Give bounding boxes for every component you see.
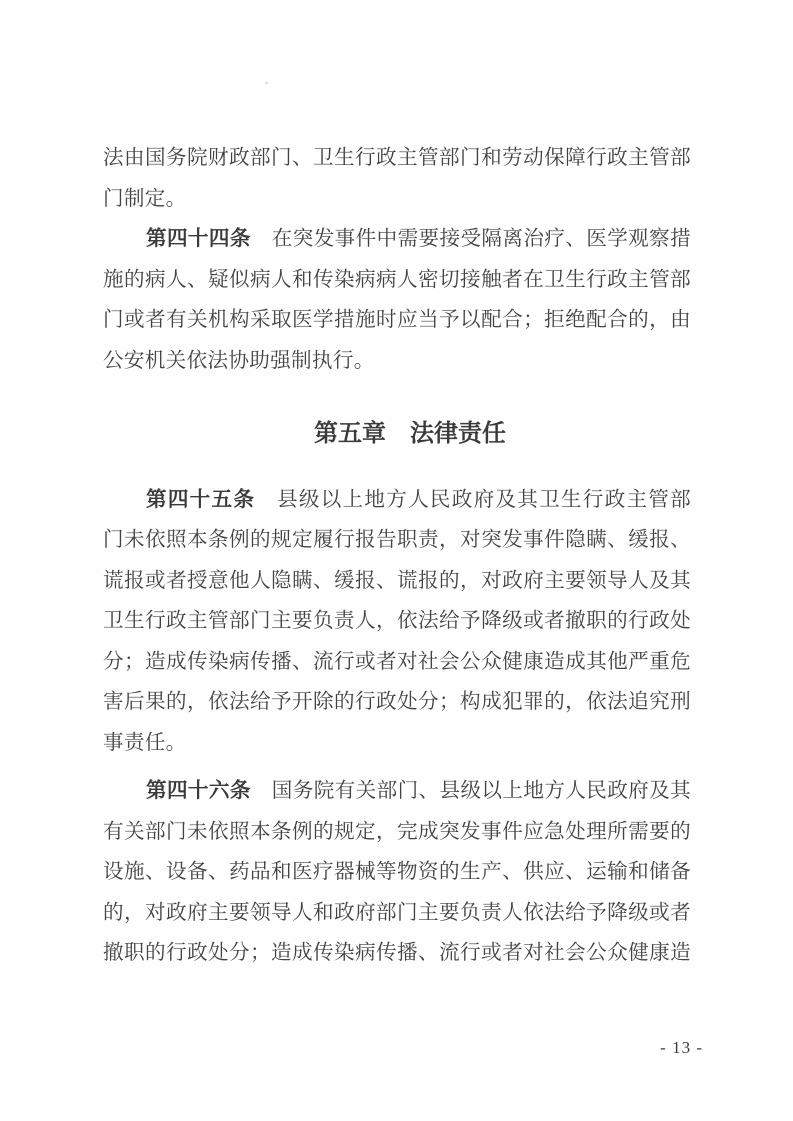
- text-line: [103, 341, 691, 382]
- text-segment: 法由国务院财政部门、卫生行政主管部门和劳动保障行政主管部: [103, 147, 691, 169]
- text-line: [103, 480, 691, 521]
- article-number: 第四十五条: [146, 487, 256, 511]
- text-segment: 害后果的，依法给予开除的行政处分；构成犯罪的，依法追究刑: [103, 691, 691, 713]
- text-segment: 县级以上地方人民政府及其卫生行政主管部: [255, 488, 691, 511]
- text-line: [103, 138, 691, 179]
- text-segment: 的，对政府主要领导人和政府部门主要负责人依法给予降级或者: [103, 901, 691, 924]
- article-number: 第四十四条: [146, 227, 251, 250]
- text-segment: 谎报或者授意他人隐瞒、缓报、谎报的，对政府主要领导人及其: [103, 569, 691, 592]
- text-segment: 门制定。: [103, 187, 187, 210]
- text-segment: 有关部门未依照本条例的规定，完成突发事件应急处理所需要的: [103, 820, 691, 843]
- text-line: [103, 723, 691, 764]
- text-line: [103, 179, 691, 220]
- text-line: [103, 561, 691, 602]
- text-line: [103, 893, 691, 934]
- text-line: [103, 601, 691, 642]
- document-body: [103, 138, 691, 974]
- article-number: 第四十六条: [146, 779, 251, 802]
- text-line: [103, 520, 691, 561]
- text-segment: 国务院有关部门、县级以上地方人民政府及其: [250, 780, 691, 802]
- chapter-heading: 第五章 法律责任: [314, 420, 506, 447]
- text-line: [103, 260, 691, 301]
- text-line: [103, 642, 691, 683]
- page-number: - 13 -: [660, 1038, 703, 1057]
- text-line: [103, 219, 691, 260]
- text-segment: 分；造成传染病传播、流行或者对社会公众健康造成其他严重危: [103, 650, 691, 673]
- text-line: [103, 771, 691, 812]
- text-segment: 施的病人、疑似病人和传染病病人密切接触者在卫生行政主管部: [103, 268, 691, 291]
- text-line: [103, 933, 691, 974]
- text-segment: 门未依照本条例的规定履行报告职责，对突发事件隐瞒、缓报、: [103, 529, 691, 551]
- text-line: [103, 812, 691, 853]
- text-segment: 卫生行政主管部门主要负责人，依法给予降级或者撤职的行政处: [103, 610, 691, 632]
- text-segment: 设施、设备、药品和医疗器械等物资的生产、供应、运输和储备: [103, 861, 691, 883]
- text-segment: 撤职的行政处分；造成传染病传播、流行或者对社会公众健康造: [103, 942, 691, 964]
- text-segment: 公安机关依法协助强制执行。: [103, 349, 375, 372]
- text-line: [103, 300, 691, 341]
- scan-artifact: [265, 82, 268, 84]
- text-line: [103, 682, 691, 723]
- text-segment: 门或者有关机构采取医学措施时应当予以配合；拒绝配合的，由: [103, 309, 691, 331]
- text-segment: 事责任。: [103, 731, 187, 754]
- text-line: [103, 852, 691, 893]
- text-segment: 在突发事件中需要接受隔离治疗、医学观察措: [250, 228, 691, 250]
